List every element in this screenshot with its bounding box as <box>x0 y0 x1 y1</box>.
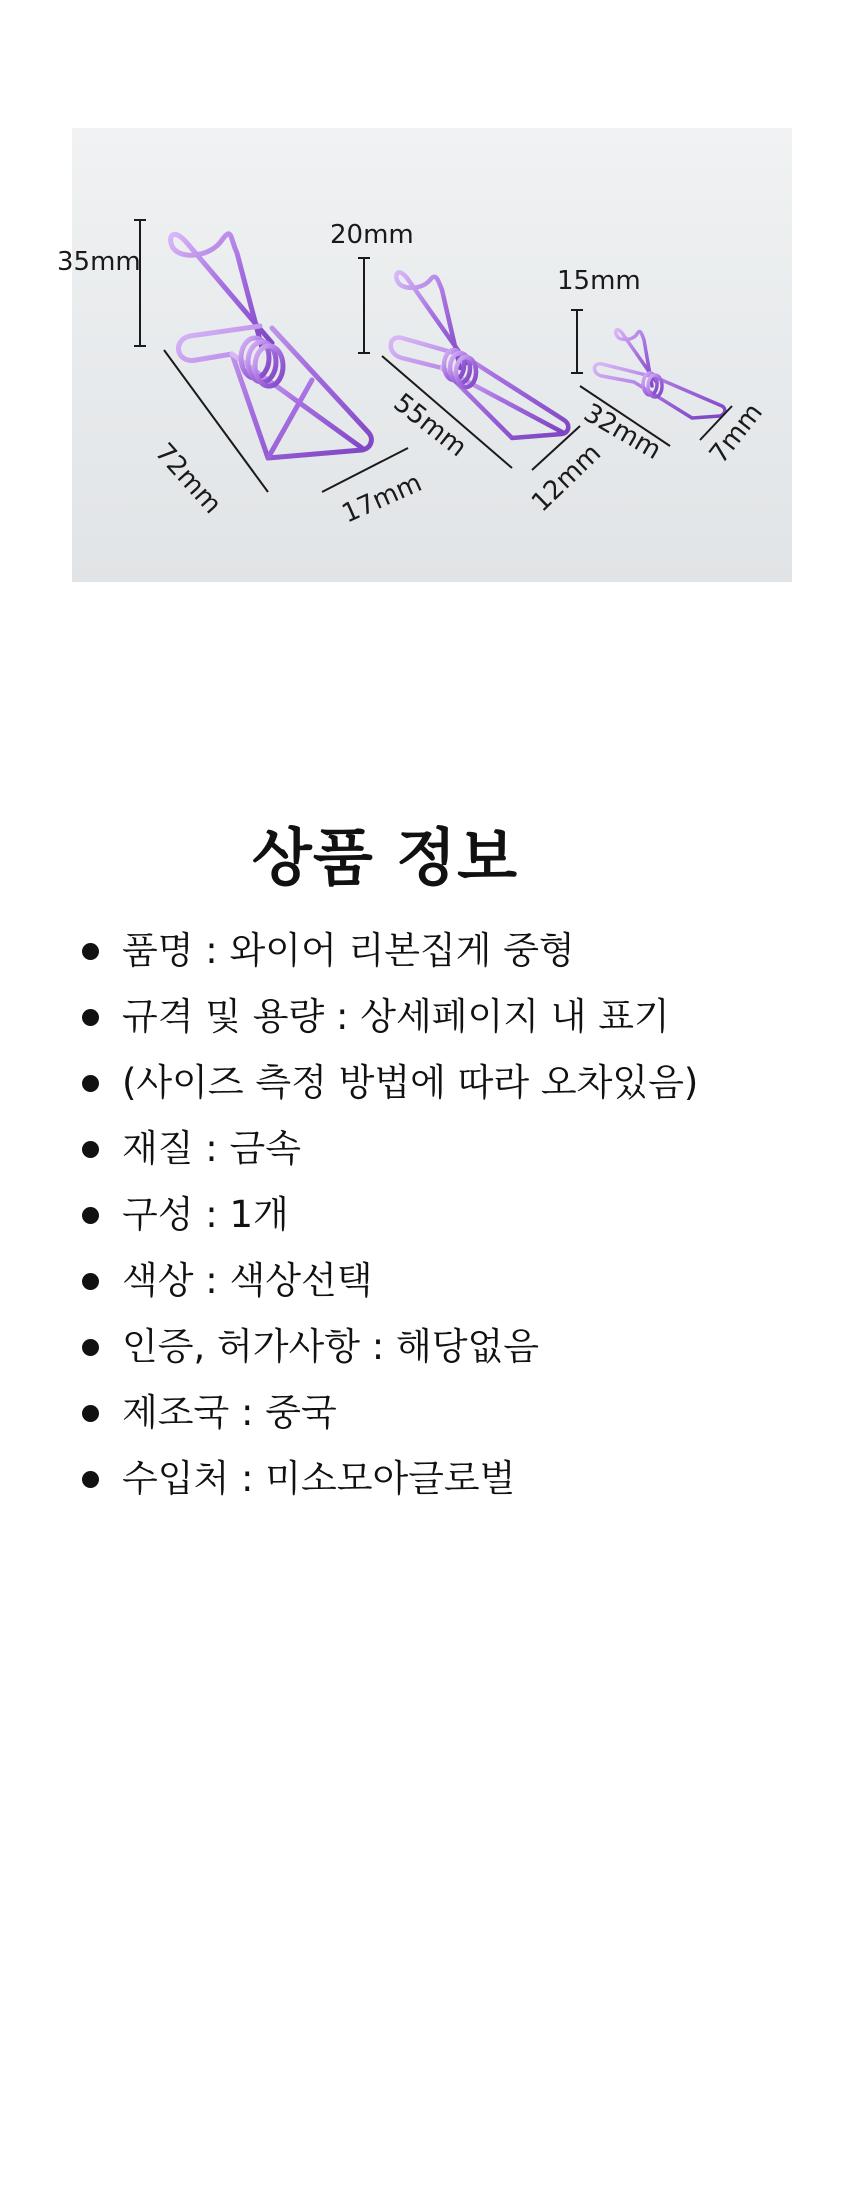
bullet-icon <box>82 1075 99 1092</box>
info-item-composition <box>80 1182 698 1248</box>
clip-size-diagram <box>57 128 792 582</box>
info-item-spec <box>80 984 698 1050</box>
info-text: 재질 : 금속 <box>122 1127 301 1170</box>
bullet-icon <box>82 1339 99 1356</box>
info-item-color <box>80 1248 698 1314</box>
large-length-label: 72mm <box>148 437 228 520</box>
small-height-label: 15mm <box>557 266 641 296</box>
medium-width-label: 12mm <box>526 438 608 519</box>
bullet-icon <box>82 943 99 960</box>
info-item-spec-note <box>80 1050 698 1116</box>
bullet-icon <box>82 1273 99 1290</box>
medium-length-label: 55mm <box>387 387 473 464</box>
product-info-list <box>80 918 698 1512</box>
bullet-icon <box>82 1471 99 1488</box>
small-clip-icon <box>595 330 725 418</box>
bullet-icon <box>82 1207 99 1224</box>
info-item-material <box>80 1116 698 1182</box>
large-width-label: 17mm <box>337 467 427 530</box>
info-text: (사이즈 측정 방법에 따라 오차있음) <box>122 1061 699 1104</box>
small-width-label: 7mm <box>703 397 769 470</box>
info-item-name <box>80 918 698 984</box>
info-text: 수입처 : 미소모아글로벌 <box>122 1457 516 1500</box>
info-text: 색상 : 색상선택 <box>122 1259 373 1302</box>
bullet-icon <box>82 1141 99 1158</box>
info-text: 규격 및 용량 : 상세페이지 내 표기 <box>122 995 670 1038</box>
large-clip-icon <box>171 234 372 458</box>
info-text: 구성 : 1개 <box>122 1193 289 1236</box>
info-text: 제조국 : 중국 <box>122 1391 337 1434</box>
small-length-label: 32mm <box>578 398 667 466</box>
medium-height-label: 20mm <box>330 220 414 250</box>
bullet-icon <box>82 1009 99 1026</box>
large-height-label: 35mm <box>57 247 141 277</box>
info-item-origin <box>80 1380 698 1446</box>
info-item-importer <box>80 1446 698 1512</box>
section-title: 상품 정보 <box>251 821 519 894</box>
info-item-certification <box>80 1314 698 1380</box>
product-photo <box>57 128 792 582</box>
info-text: 품명 : 와이어 리본집게 중형 <box>122 929 575 972</box>
info-text: 인증, 허가사항 : 해당없음 <box>122 1325 539 1368</box>
bullet-icon <box>82 1405 99 1422</box>
